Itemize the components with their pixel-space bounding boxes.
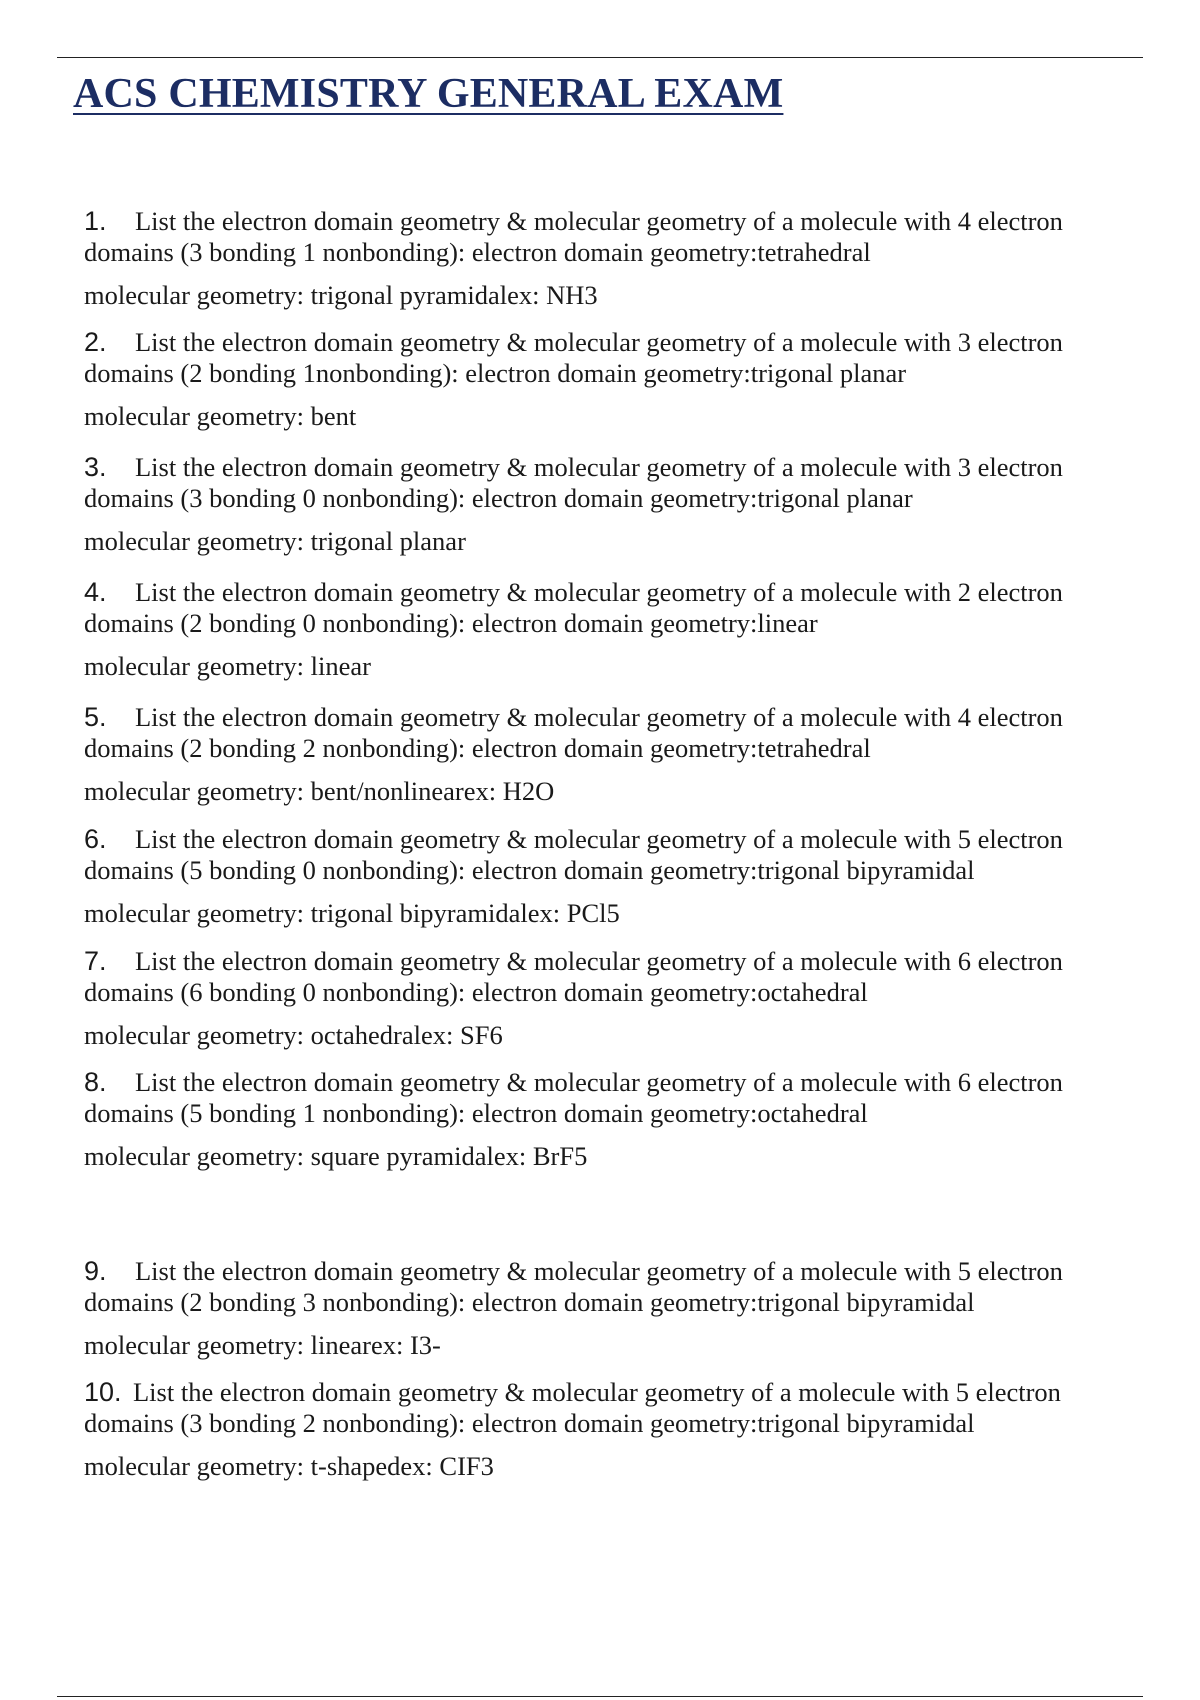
question-line-1: List the electron domain geometry & molecular geometry of a molecule with 5 electron	[135, 1256, 1063, 1286]
question-number: 8.	[84, 1067, 107, 1097]
question-line-2: domains (2 bonding 1nonbonding): electron domain geometry:trigonal planar	[84, 358, 907, 388]
question-text	[84, 452, 1134, 514]
question-item-5	[84, 702, 1134, 807]
question-line-2: domains (5 bonding 0 nonbonding): electron domain geometry:trigonal bipyramidal	[84, 855, 975, 885]
question-number: 10.	[84, 1377, 122, 1407]
question-number: 4.	[84, 577, 107, 607]
answer-text: molecular geometry: linear	[84, 651, 371, 681]
page-title: ACS CHEMISTRY GENERAL EXAM	[73, 71, 784, 117]
question-number: 6.	[84, 824, 107, 854]
answer-text: molecular geometry: bent/nonlinearex: H2O	[84, 776, 555, 806]
answer-text: molecular geometry: octahedralex: SF6	[84, 1020, 503, 1050]
question-text	[84, 1377, 1134, 1439]
question-line-1: List the electron domain geometry & molecular geometry of a molecule with 6 electron	[135, 946, 1063, 976]
question-number: 7.	[84, 946, 107, 976]
question-text	[84, 327, 1134, 389]
question-item-10	[84, 1377, 1134, 1482]
question-item-2	[84, 327, 1134, 432]
question-number: 2.	[84, 327, 107, 357]
question-text	[84, 946, 1134, 1008]
bottom-divider	[57, 1696, 1143, 1697]
question-line-1: List the electron domain geometry & molecular geometry of a molecule with 2 electron	[135, 577, 1063, 607]
answer-text: molecular geometry: t-shapedex: CIF3	[84, 1451, 494, 1481]
question-text	[84, 702, 1134, 764]
question-line-1: List the electron domain geometry & molecular geometry of a molecule with 4 electron	[135, 702, 1063, 732]
question-line-2: domains (2 bonding 2 nonbonding): electron domain geometry:tetrahedral	[84, 733, 871, 763]
question-item-7	[84, 946, 1134, 1051]
question-text	[84, 824, 1134, 886]
question-number: 9.	[84, 1256, 107, 1286]
question-line-1: List the electron domain geometry & molecular geometry of a molecule with 3 electron	[135, 327, 1063, 357]
question-line-1: List the electron domain geometry & molecular geometry of a molecule with 4 electron	[135, 206, 1063, 236]
question-item-8	[84, 1067, 1134, 1172]
question-text	[84, 577, 1134, 639]
question-line-2: domains (3 bonding 1 nonbonding): electron domain geometry:tetrahedral	[84, 237, 871, 267]
question-line-1: List the electron domain geometry & molecular geometry of a molecule with 5 electron	[135, 824, 1063, 854]
answer-text: molecular geometry: square pyramidalex: BrF5	[84, 1141, 588, 1171]
question-number: 1.	[84, 206, 107, 236]
top-divider	[57, 57, 1143, 58]
question-text	[84, 1067, 1134, 1129]
question-item-4	[84, 577, 1134, 682]
question-number: 5.	[84, 702, 107, 732]
question-line-2: domains (6 bonding 0 nonbonding): electron domain geometry:octahedral	[84, 977, 868, 1007]
answer-text: molecular geometry: trigonal pyramidalex: NH3	[84, 280, 598, 310]
answer-text: molecular geometry: bent	[84, 401, 357, 431]
answer-text: molecular geometry: trigonal bipyramidalex: PCl5	[84, 898, 620, 928]
question-item-9	[84, 1256, 1134, 1361]
answer-text: molecular geometry: trigonal planar	[84, 526, 466, 556]
question-line-2: domains (5 bonding 1 nonbonding): electron domain geometry:octahedral	[84, 1098, 868, 1128]
question-line-2: domains (2 bonding 0 nonbonding): electron domain geometry:linear	[84, 608, 818, 638]
question-line-1: List the electron domain geometry & molecular geometry of a molecule with 3 electron	[135, 452, 1063, 482]
question-line-1: List the electron domain geometry & molecular geometry of a molecule with 6 electron	[135, 1067, 1063, 1097]
question-line-2: domains (2 bonding 3 nonbonding): electron domain geometry:trigonal bipyramidal	[84, 1287, 975, 1317]
question-line-1: List the electron domain geometry & molecular geometry of a molecule with 5 electron	[133, 1377, 1061, 1407]
question-line-2: domains (3 bonding 2 nonbonding): electron domain geometry:trigonal bipyramidal	[84, 1408, 975, 1438]
question-item-6	[84, 824, 1134, 929]
question-item-3	[84, 452, 1134, 557]
question-item-1	[84, 206, 1134, 311]
question-line-2: domains (3 bonding 0 nonbonding): electron domain geometry:trigonal planar	[84, 483, 913, 513]
answer-text: molecular geometry: linearex: I3-	[84, 1330, 441, 1360]
question-text	[84, 206, 1134, 268]
question-text	[84, 1256, 1134, 1318]
question-number: 3.	[84, 452, 107, 482]
